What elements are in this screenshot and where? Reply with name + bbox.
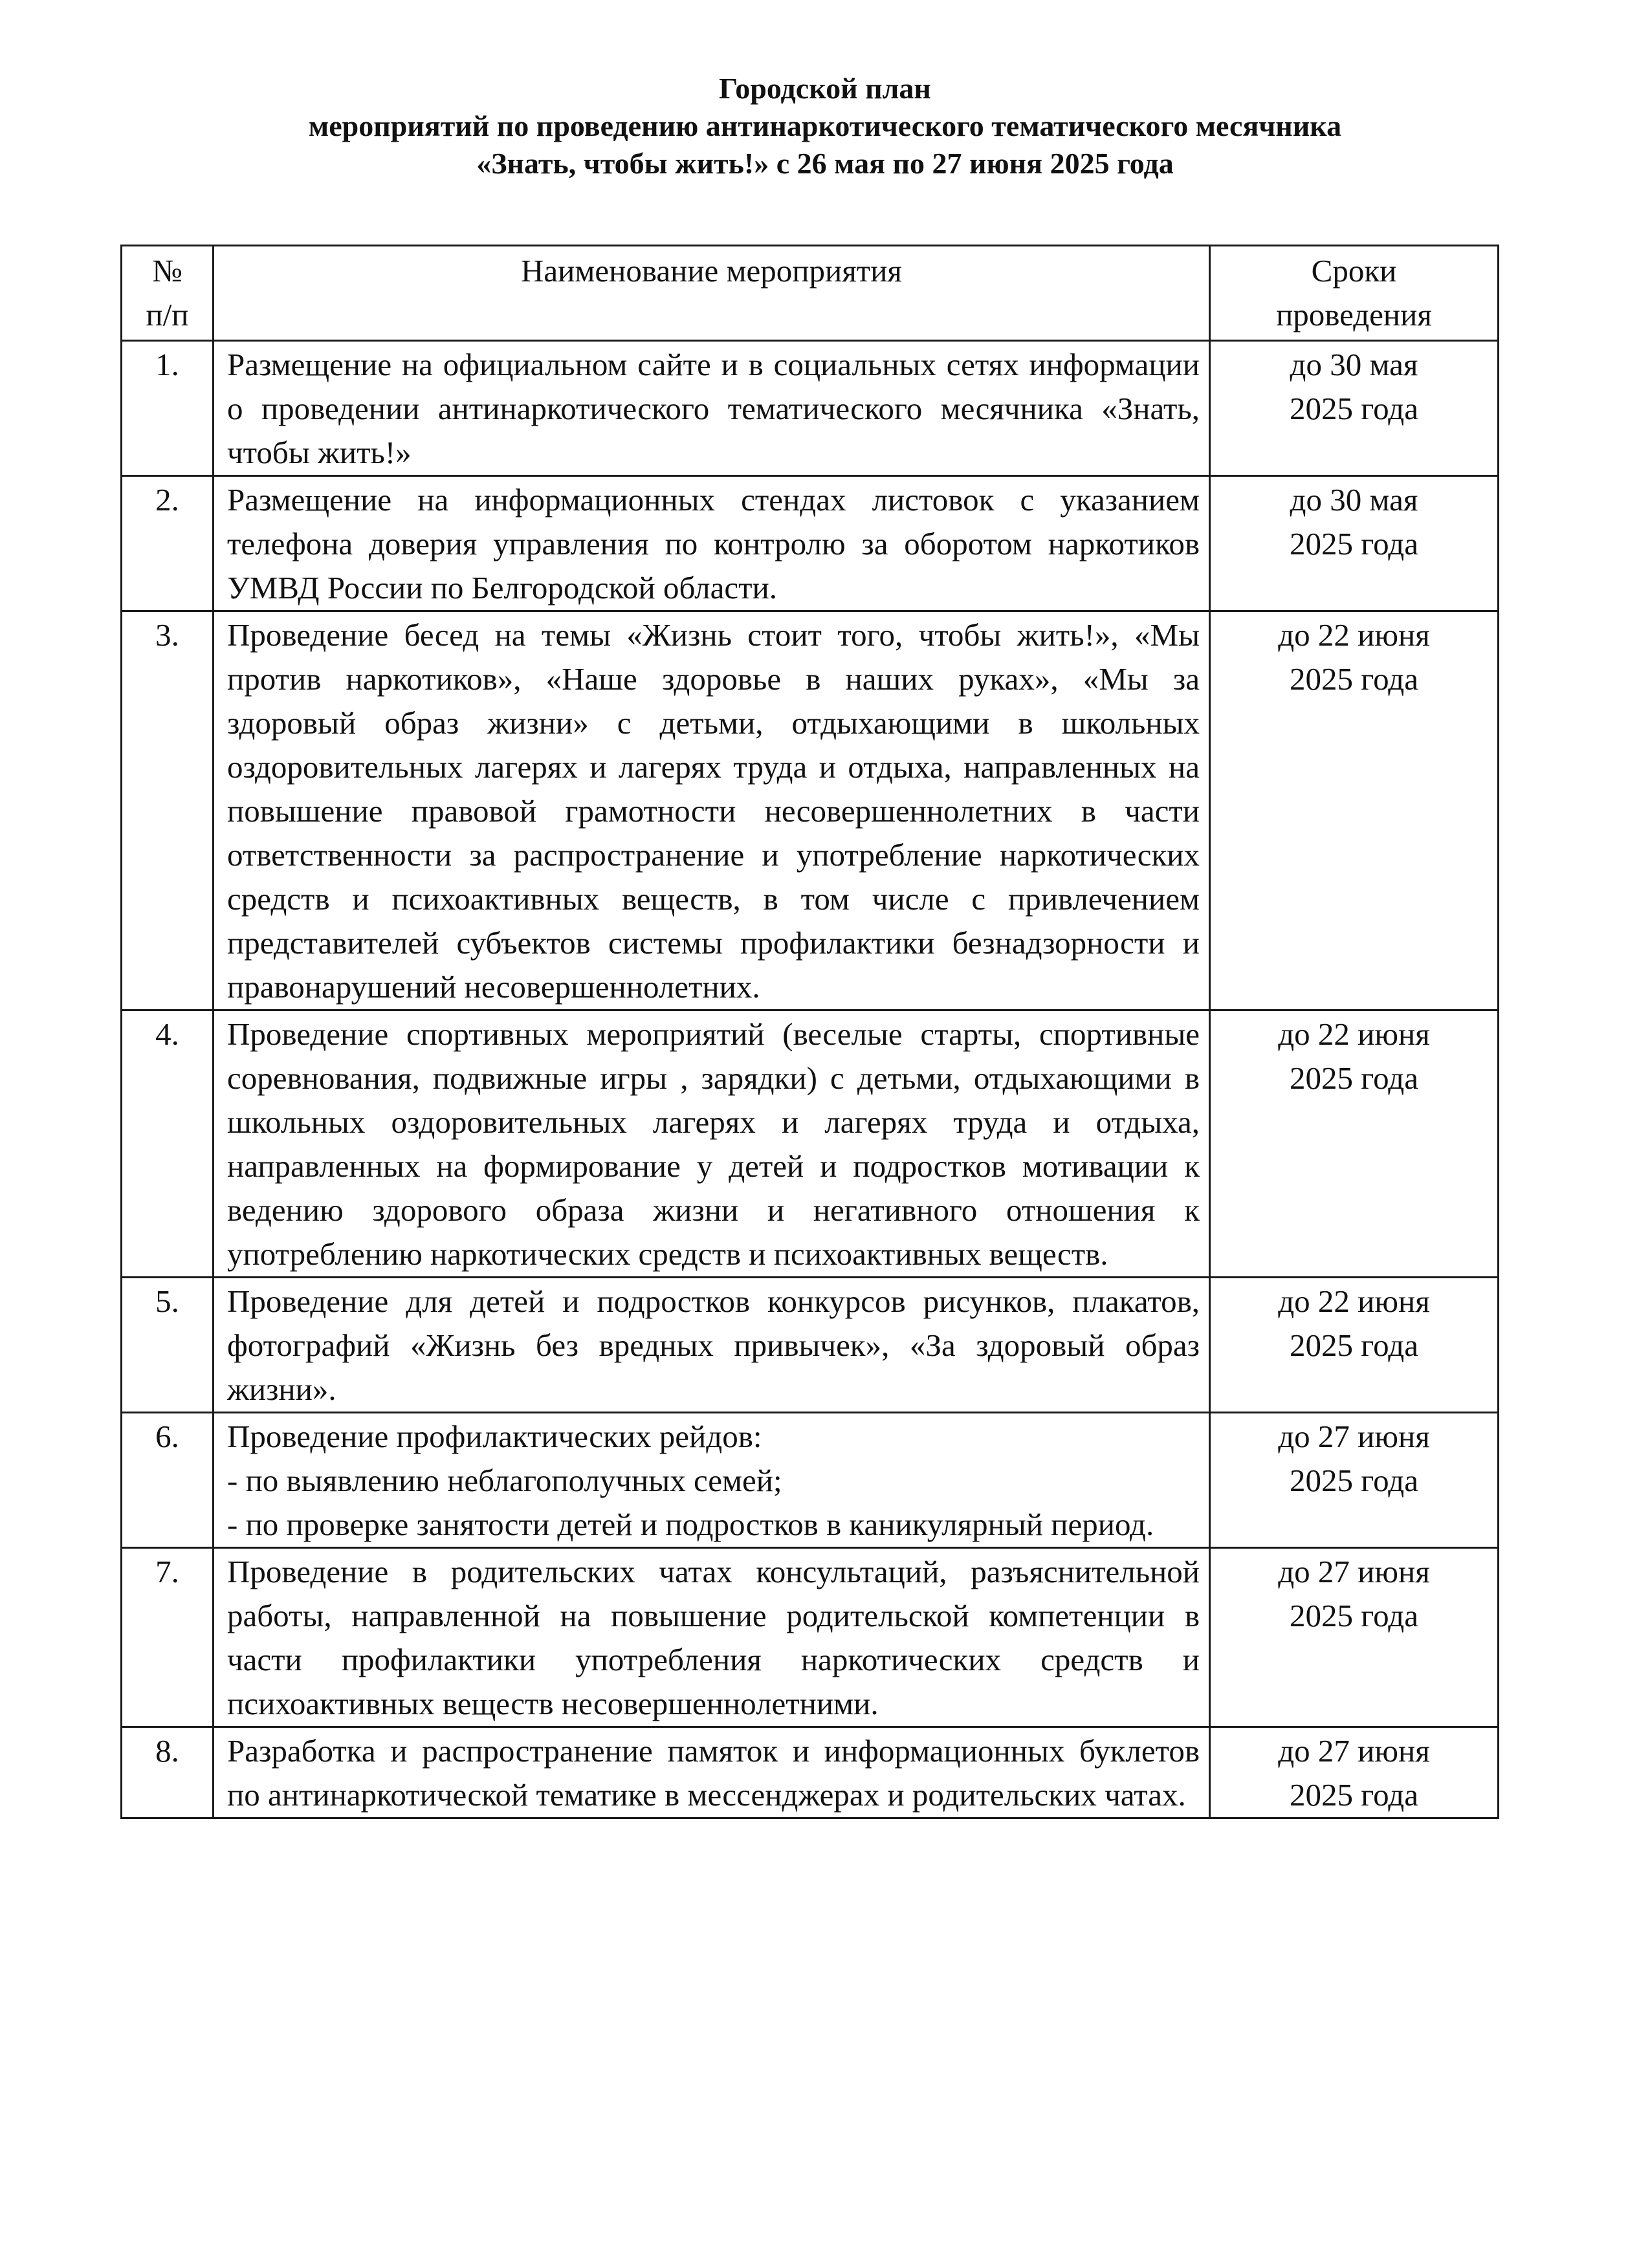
event-description-line: Проведение бесед на темы «Жизнь стоит того, чтобы жить!», «Мы против наркотиков», «Наше здоровье в наших руках», «Мы за здоровый образ жизни» с детьми, отдыхающими в школьных оздоровительных лагерях и лагерях труда и отдыха, направленных на повышение правовой грамотности несовершеннолетних в части ответственности за распространение и употребление наркотических средств и психоактивных веществ, в том числе с привлечением представителей субъектов системы профилактики безнадзорности и правонарушений несовершеннолетних. <box>227 617 1200 1005</box>
table-row <box>122 476 1499 611</box>
event-description-line: Проведение профилактических рейдов: <box>227 1419 762 1454</box>
header-number <box>122 246 214 341</box>
event-description-line: Разработка и распространение памяток и информационных буклетов по антинаркотической тематике в мессенджерах и родительских чатах. <box>227 1733 1200 1813</box>
table-body <box>122 341 1499 1818</box>
event-description <box>214 611 1210 1010</box>
title-line: Городской план <box>719 72 931 105</box>
title-line: мероприятий по проведению антинаркотического тематического месячника <box>308 109 1342 142</box>
event-deadline <box>1210 1278 1499 1413</box>
event-description-line: - по выявлению неблагополучных семей; <box>227 1463 782 1498</box>
event-deadline <box>1210 341 1499 476</box>
row-number: 3. <box>122 611 214 1010</box>
event-description <box>214 476 1210 611</box>
event-deadline <box>1210 1413 1499 1548</box>
row-number: 1. <box>122 341 214 476</box>
deadline-line: до 27 июня <box>1278 1733 1430 1769</box>
header-deadline-line: проведения <box>1276 297 1432 333</box>
event-description <box>214 341 1210 476</box>
deadline-line: 2025 года <box>1290 1327 1418 1363</box>
deadline-line: 2025 года <box>1290 1463 1418 1498</box>
header-deadline <box>1210 246 1499 341</box>
table-row <box>122 611 1499 1010</box>
deadline-line: до 22 июня <box>1278 1283 1430 1319</box>
header-number-line: п/п <box>146 297 189 333</box>
row-number: 6. <box>122 1413 214 1548</box>
table-row <box>122 1278 1499 1413</box>
table-row <box>122 1413 1499 1548</box>
row-number: 8. <box>122 1727 214 1818</box>
table-row <box>122 1010 1499 1278</box>
event-description <box>214 1727 1210 1818</box>
event-description-line: Размещение на информационных стендах листовок с указанием телефона доверия управления по контролю за оборотом наркотиков УМВД России по Белгородской области. <box>227 482 1200 605</box>
row-number: 7. <box>122 1548 214 1727</box>
event-deadline <box>1210 1727 1499 1818</box>
table-row <box>122 341 1499 476</box>
table-header-row <box>122 246 1499 341</box>
deadline-line: до 30 мая <box>1290 482 1418 518</box>
title-line: «Знать, чтобы жить!» с 26 мая по 27 июня 2025 года <box>476 147 1174 180</box>
deadline-line: 2025 года <box>1290 1060 1418 1096</box>
row-number: 4. <box>122 1010 214 1278</box>
deadline-line: до 22 июня <box>1278 617 1430 653</box>
deadline-line: 2025 года <box>1290 526 1418 562</box>
event-description-line: Проведение для детей и подростков конкурсов рисунков, плакатов, фотографий «Жизнь без вредных привычек», «За здоровый образ жизни». <box>227 1283 1200 1407</box>
header-event-name: Наименование мероприятия <box>214 246 1210 341</box>
table-row <box>122 1548 1499 1727</box>
deadline-line: 2025 года <box>1290 391 1418 426</box>
header-deadline-line: Сроки <box>1311 253 1397 289</box>
event-description-line: Размещение на официальном сайте и в социальных сетях информации о проведении антинаркотического тематического месячника «Знать, чтобы жить!» <box>227 347 1200 470</box>
event-description-line: Проведение спортивных мероприятий (веселые старты, спортивные соревнования, подвижные игры , зарядки) с детьми, отдыхающими в школьных оздоровительных лагерях и лагерях труда и отдыха, направленных на формирование у детей и подростков мотивации к ведению здорового образа жизни и негативного отношения к употреблению наркотических средств и психоактивных веществ. <box>227 1016 1200 1272</box>
row-number: 5. <box>122 1278 214 1413</box>
row-number: 2. <box>122 476 214 611</box>
event-deadline <box>1210 1548 1499 1727</box>
event-deadline <box>1210 476 1499 611</box>
deadline-line: 2025 года <box>1290 661 1418 697</box>
deadline-line: до 27 июня <box>1278 1419 1430 1454</box>
event-description <box>214 1413 1210 1548</box>
event-description-line: Проведение в родительских чатах консультаций, разъяснительной работы, направленной на повышение родительской компетенции в части профилактики употребления наркотических средств и психоактивных веществ несовершеннолетними. <box>227 1554 1200 1721</box>
deadline-line: 2025 года <box>1290 1777 1418 1813</box>
deadline-line: 2025 года <box>1290 1598 1418 1633</box>
table-row <box>122 1727 1499 1818</box>
event-description <box>214 1548 1210 1727</box>
deadline-line: до 30 мая <box>1290 347 1418 382</box>
event-description <box>214 1278 1210 1413</box>
events-table <box>120 245 1499 1819</box>
deadline-line: до 22 июня <box>1278 1016 1430 1052</box>
header-number-line: № <box>152 253 182 289</box>
deadline-line: до 27 июня <box>1278 1554 1430 1589</box>
event-deadline <box>1210 611 1499 1010</box>
document-title <box>116 70 1534 182</box>
event-deadline <box>1210 1010 1499 1278</box>
event-description <box>214 1010 1210 1278</box>
event-description-line: - по проверке занятости детей и подростков в каникулярный период. <box>227 1507 1154 1542</box>
